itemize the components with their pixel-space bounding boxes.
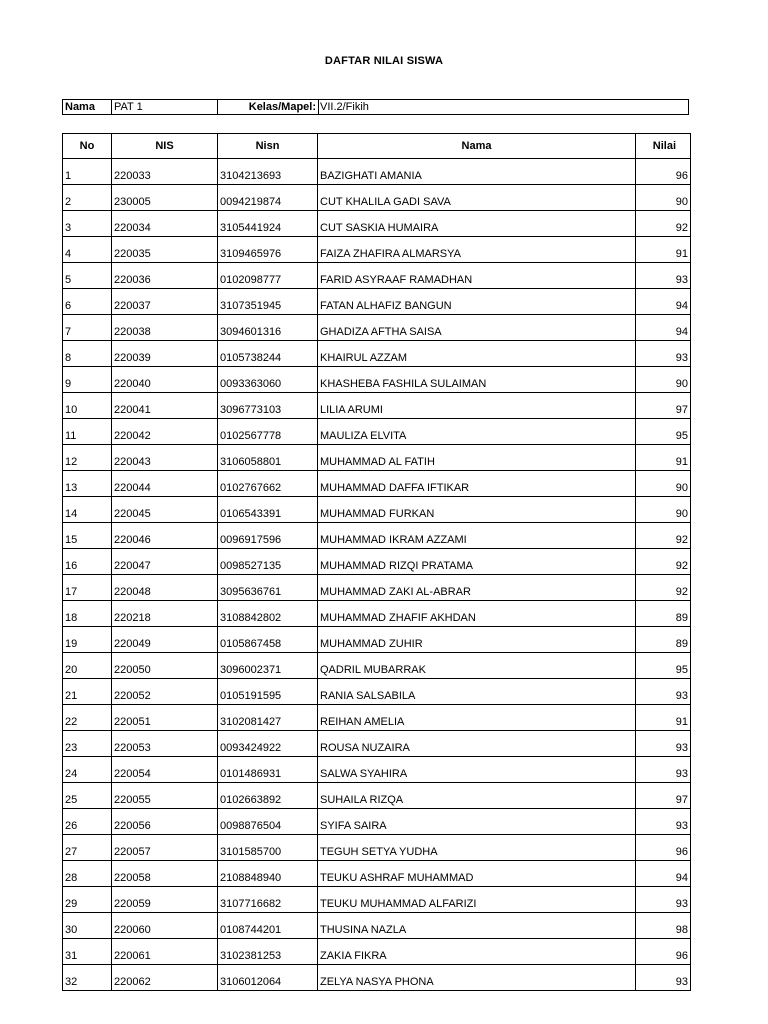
- cell-nilai: 90: [636, 471, 691, 497]
- cell-nisn: 3108842802: [218, 601, 318, 627]
- cell-no: 5: [63, 263, 112, 289]
- cell-nis: 220058: [112, 861, 218, 887]
- cell-nilai: 96: [636, 159, 691, 185]
- nama-value: PAT 1: [114, 101, 143, 113]
- cell-nis: 220036: [112, 263, 218, 289]
- cell-nilai: 93: [636, 731, 691, 757]
- cell-nis: 220047: [112, 549, 218, 575]
- table-row: [63, 445, 691, 471]
- cell-no: 29: [63, 887, 112, 913]
- table-row: [63, 575, 691, 601]
- table-row: [63, 471, 691, 497]
- table-row: [63, 705, 691, 731]
- cell-no: 31: [63, 939, 112, 965]
- cell-nama: BAZIGHATI AMANIA: [318, 159, 636, 185]
- cell-nis: 220048: [112, 575, 218, 601]
- cell-nilai: 93: [636, 809, 691, 835]
- divider: [318, 100, 319, 114]
- table-row: [63, 289, 691, 315]
- cell-nis: 220056: [112, 809, 218, 835]
- cell-nilai: 93: [636, 965, 691, 991]
- cell-nisn: 0105867458: [218, 627, 318, 653]
- cell-nisn: 3109465976: [218, 237, 318, 263]
- cell-nilai: 97: [636, 393, 691, 419]
- cell-nama: LILIA ARUMI: [318, 393, 636, 419]
- cell-no: 12: [63, 445, 112, 471]
- cell-nilai: 92: [636, 211, 691, 237]
- cell-nilai: 91: [636, 445, 691, 471]
- header-nama: Nama: [318, 134, 636, 159]
- table-row: [63, 757, 691, 783]
- cell-nis: 220034: [112, 211, 218, 237]
- cell-nis: 220053: [112, 731, 218, 757]
- cell-no: 26: [63, 809, 112, 835]
- cell-nilai: 97: [636, 783, 691, 809]
- header-nilai: Nilai: [636, 134, 691, 159]
- cell-nama: SALWA SYAHIRA: [318, 757, 636, 783]
- cell-nilai: 89: [636, 601, 691, 627]
- cell-nisn: 3101585700: [218, 835, 318, 861]
- table-row: [63, 523, 691, 549]
- cell-nama: GHADIZA AFTHA SAISA: [318, 315, 636, 341]
- cell-nilai: 91: [636, 237, 691, 263]
- cell-nama: ZELYA NASYA PHONA: [318, 965, 636, 991]
- cell-nisn: 0105738244: [218, 341, 318, 367]
- table-row: [63, 263, 691, 289]
- cell-nilai: 94: [636, 861, 691, 887]
- cell-nis: 220037: [112, 289, 218, 315]
- cell-nilai: 93: [636, 263, 691, 289]
- cell-no: 14: [63, 497, 112, 523]
- table-row: [63, 783, 691, 809]
- table-row: [63, 913, 691, 939]
- table-row: [63, 679, 691, 705]
- cell-no: 10: [63, 393, 112, 419]
- cell-nis: 220046: [112, 523, 218, 549]
- cell-no: 8: [63, 341, 112, 367]
- cell-no: 1: [63, 159, 112, 185]
- kelas-mapel-value: VII.2/Fikih: [320, 101, 369, 113]
- cell-nisn: 3105441924: [218, 211, 318, 237]
- table-row: [63, 809, 691, 835]
- cell-nis: 220033: [112, 159, 218, 185]
- cell-nis: 220059: [112, 887, 218, 913]
- cell-nama: CUT KHALILA GADI SAVA: [318, 185, 636, 211]
- cell-nisn: 3106012064: [218, 965, 318, 991]
- table-row: [63, 393, 691, 419]
- cell-nis: 220049: [112, 627, 218, 653]
- cell-no: 22: [63, 705, 112, 731]
- cell-nis: 220054: [112, 757, 218, 783]
- header-nisn: Nisn: [218, 134, 318, 159]
- table-row: [63, 627, 691, 653]
- cell-nisn: 3106058801: [218, 445, 318, 471]
- cell-nis: 220057: [112, 835, 218, 861]
- cell-nis: 220040: [112, 367, 218, 393]
- cell-nilai: 90: [636, 367, 691, 393]
- cell-nama: MUHAMMAD ZAKI AL-ABRAR: [318, 575, 636, 601]
- cell-nama: TEGUH SETYA YUDHA: [318, 835, 636, 861]
- cell-nis: 220035: [112, 237, 218, 263]
- cell-no: 28: [63, 861, 112, 887]
- cell-nisn: 3096002371: [218, 653, 318, 679]
- table-row: [63, 887, 691, 913]
- cell-nisn: 3102381253: [218, 939, 318, 965]
- cell-nisn: 0098876504: [218, 809, 318, 835]
- cell-nisn: 0108744201: [218, 913, 318, 939]
- cell-nama: ROUSA NUZAIRA: [318, 731, 636, 757]
- cell-nama: MUHAMMAD ZHAFIF AKHDAN: [318, 601, 636, 627]
- cell-nilai: 94: [636, 315, 691, 341]
- cell-nisn: 3096773103: [218, 393, 318, 419]
- cell-nis: 220051: [112, 705, 218, 731]
- cell-nisn: 0102098777: [218, 263, 318, 289]
- cell-no: 7: [63, 315, 112, 341]
- cell-nis: 220061: [112, 939, 218, 965]
- cell-no: 27: [63, 835, 112, 861]
- cell-nama: MUHAMMAD RIZQI PRATAMA: [318, 549, 636, 575]
- table-row: [63, 237, 691, 263]
- cell-nama: ZAKIA FIKRA: [318, 939, 636, 965]
- cell-nama: MUHAMMAD ZUHIR: [318, 627, 636, 653]
- cell-nama: TEUKU MUHAMMAD ALFARIZI: [318, 887, 636, 913]
- table-row: [63, 419, 691, 445]
- table-row: [63, 731, 691, 757]
- cell-nisn: 3095636761: [218, 575, 318, 601]
- cell-nisn: 2108848940: [218, 861, 318, 887]
- cell-nis: 220218: [112, 601, 218, 627]
- cell-nama: FARID ASYRAAF RAMADHAN: [318, 263, 636, 289]
- cell-nisn: 0106543391: [218, 497, 318, 523]
- cell-nama: FATAN ALHAFIZ BANGUN: [318, 289, 636, 315]
- table-row: [63, 341, 691, 367]
- cell-nisn: 0098527135: [218, 549, 318, 575]
- cell-nisn: 3102081427: [218, 705, 318, 731]
- cell-nisn: 3107716682: [218, 887, 318, 913]
- cell-nama: KHAIRUL AZZAM: [318, 341, 636, 367]
- cell-nisn: 0101486931: [218, 757, 318, 783]
- divider: [217, 100, 218, 114]
- table-row: [63, 939, 691, 965]
- cell-nilai: 93: [636, 341, 691, 367]
- cell-nilai: 95: [636, 419, 691, 445]
- cell-nilai: 91: [636, 705, 691, 731]
- cell-no: 23: [63, 731, 112, 757]
- cell-nis: 220039: [112, 341, 218, 367]
- cell-nis: 220062: [112, 965, 218, 991]
- cell-no: 13: [63, 471, 112, 497]
- table-row: [63, 185, 691, 211]
- cell-nisn: 0105191595: [218, 679, 318, 705]
- table-row: [63, 497, 691, 523]
- cell-nisn: 3107351945: [218, 289, 318, 315]
- table-row: [63, 601, 691, 627]
- cell-nama: MUHAMMAD FURKAN: [318, 497, 636, 523]
- cell-no: 9: [63, 367, 112, 393]
- cell-nisn: 0094219874: [218, 185, 318, 211]
- cell-nama: SUHAILA RIZQA: [318, 783, 636, 809]
- table-row: [63, 367, 691, 393]
- cell-no: 2: [63, 185, 112, 211]
- cell-nilai: 96: [636, 835, 691, 861]
- cell-nilai: 95: [636, 653, 691, 679]
- cell-no: 4: [63, 237, 112, 263]
- cell-nama: FAIZA ZHAFIRA ALMARSYA: [318, 237, 636, 263]
- cell-nis: 220042: [112, 419, 218, 445]
- cell-nis: 220045: [112, 497, 218, 523]
- table-row: [63, 315, 691, 341]
- table-row: [63, 861, 691, 887]
- cell-no: 30: [63, 913, 112, 939]
- cell-nisn: 0093363060: [218, 367, 318, 393]
- cell-no: 3: [63, 211, 112, 237]
- table-header-row: [63, 134, 691, 159]
- cell-nis: 220044: [112, 471, 218, 497]
- cell-no: 16: [63, 549, 112, 575]
- cell-nilai: 96: [636, 939, 691, 965]
- table-row: [63, 965, 691, 991]
- cell-nisn: 3104213693: [218, 159, 318, 185]
- cell-nis: 220038: [112, 315, 218, 341]
- page-title: DAFTAR NILAI SISWA: [324, 55, 444, 67]
- kelas-mapel-label: Kelas/Mapel:: [248, 101, 316, 113]
- cell-nisn: 0102567778: [218, 419, 318, 445]
- table-row: [63, 835, 691, 861]
- cell-nama: THUSINA NAZLA: [318, 913, 636, 939]
- cell-nilai: 92: [636, 575, 691, 601]
- cell-nilai: 93: [636, 757, 691, 783]
- cell-no: 6: [63, 289, 112, 315]
- cell-nis: 220041: [112, 393, 218, 419]
- cell-no: 25: [63, 783, 112, 809]
- cell-nama: KHASHEBA FASHILA SULAIMAN: [318, 367, 636, 393]
- info-row: [62, 99, 689, 115]
- cell-nama: MUHAMMAD DAFFA IFTIKAR: [318, 471, 636, 497]
- cell-nis: 230005: [112, 185, 218, 211]
- cell-nama: RANIA SALSABILA: [318, 679, 636, 705]
- cell-nilai: 92: [636, 549, 691, 575]
- cell-nis: 220043: [112, 445, 218, 471]
- cell-nisn: 0102663892: [218, 783, 318, 809]
- cell-nisn: 3094601316: [218, 315, 318, 341]
- cell-nis: 220050: [112, 653, 218, 679]
- cell-nilai: 93: [636, 679, 691, 705]
- cell-no: 17: [63, 575, 112, 601]
- cell-nilai: 94: [636, 289, 691, 315]
- table-row: [63, 159, 691, 185]
- cell-nama: TEUKU ASHRAF MUHAMMAD: [318, 861, 636, 887]
- cell-nama: QADRIL MUBARRAK: [318, 653, 636, 679]
- cell-nisn: 0102767662: [218, 471, 318, 497]
- header-nis: NIS: [112, 134, 218, 159]
- cell-no: 19: [63, 627, 112, 653]
- cell-nilai: 90: [636, 497, 691, 523]
- cell-no: 20: [63, 653, 112, 679]
- table-row: [63, 211, 691, 237]
- cell-nilai: 89: [636, 627, 691, 653]
- table-row: [63, 653, 691, 679]
- cell-nilai: 92: [636, 523, 691, 549]
- divider: [111, 100, 112, 114]
- cell-nama: SYIFA SAIRA: [318, 809, 636, 835]
- cell-nama: CUT SASKIA HUMAIRA: [318, 211, 636, 237]
- cell-nama: REIHAN AMELIA: [318, 705, 636, 731]
- cell-no: 24: [63, 757, 112, 783]
- cell-nis: 220055: [112, 783, 218, 809]
- header-no: No: [63, 134, 112, 159]
- cell-nama: MUHAMMAD AL FATIH: [318, 445, 636, 471]
- nama-label: Nama: [65, 101, 95, 113]
- cell-no: 18: [63, 601, 112, 627]
- cell-nama: MUHAMMAD IKRAM AZZAMI: [318, 523, 636, 549]
- cell-nilai: 98: [636, 913, 691, 939]
- cell-nis: 220052: [112, 679, 218, 705]
- cell-nis: 220060: [112, 913, 218, 939]
- grades-table: [62, 133, 691, 991]
- cell-no: 11: [63, 419, 112, 445]
- cell-no: 21: [63, 679, 112, 705]
- cell-nilai: 93: [636, 887, 691, 913]
- cell-nisn: 0096917596: [218, 523, 318, 549]
- table-row: [63, 549, 691, 575]
- cell-nama: MAULIZA ELVITA: [318, 419, 636, 445]
- cell-no: 15: [63, 523, 112, 549]
- cell-no: 32: [63, 965, 112, 991]
- cell-nilai: 90: [636, 185, 691, 211]
- cell-nisn: 0093424922: [218, 731, 318, 757]
